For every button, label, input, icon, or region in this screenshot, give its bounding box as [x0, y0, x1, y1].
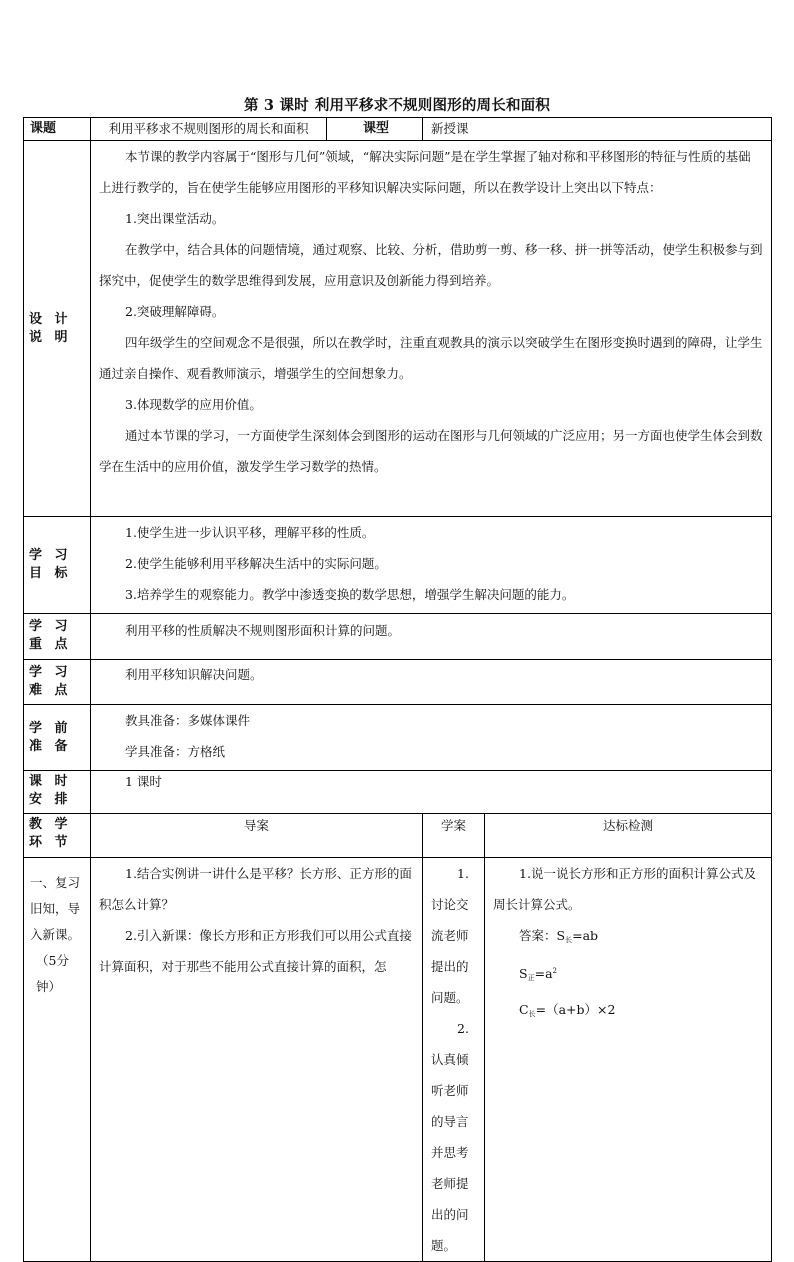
formula-sub-long: 长 [528, 1010, 536, 1019]
stages-header-row [24, 814, 772, 858]
difficulties-text: 利用平移知识解决问题。 [125, 667, 263, 682]
formula-sub-long: 长 [565, 936, 573, 944]
difficulties-label: 学 习 难 点 [24, 660, 91, 705]
goals-content [91, 517, 772, 614]
formula-perimeter-line [493, 994, 765, 1030]
step1-guide-item: 2.引入新课：像长方形和正方形我们可以用公式直接计算面积，对于那些不能用公式直接计算的面积，怎 [99, 928, 412, 974]
answer-prefix: 答案： [519, 928, 557, 943]
guide-column-header: 导案 [91, 814, 423, 858]
step1-guide-item: 1.结合实例讲一讲什么是平移？长方形、正方形的面积怎么计算？ [99, 866, 412, 912]
formula-perimeter: =（a+b）×2 [535, 1002, 616, 1018]
check-question: 1.说一说长方形和正方形的面积计算公式及周长计算公式。 [493, 866, 756, 912]
formula-s: S [556, 928, 566, 943]
design-content [91, 141, 772, 517]
preparation-item: 学具准备：方格纸 [125, 744, 226, 759]
formula-s: S [519, 966, 528, 982]
type-value: 新授课 [423, 118, 772, 141]
preparation-row [24, 705, 772, 771]
step1-label-line: 入新课。 [30, 927, 81, 942]
formula-c: C [519, 1002, 529, 1018]
goal-item: 1.使学生进一步认识平移，理解平移的性质。 [125, 525, 375, 540]
topic-value: 利用平移求不规则图形的周长和面积 [91, 118, 327, 141]
topic-row [24, 118, 772, 141]
step1-study-item: 2.认真倾听老师的导言并思考老师提出的问题。 [431, 1021, 469, 1253]
preparation-item: 教具准备：多媒体课件 [125, 713, 251, 728]
design-paragraph: 四年级学生的空间观念不是很强，所以在教学时，注重直观教具的演示以突破学生在图形变换时遇到的障碍，让学生通过亲自操作、观看教师演示，增强学生的空间想象力。 [99, 335, 763, 381]
page-title [0, 94, 794, 115]
difficulties-row [24, 660, 772, 705]
design-paragraph: 在教学中，结合具体的问题情境，通过观察、比较、分析，借助剪一剪、移一移、拼一拼等活动，使学生积极参与到探究中，促使学生的数学思维得到发展，应用意识及创新能力得到培养。 [99, 242, 763, 288]
lesson-plan-table [23, 117, 772, 1262]
preparation-content [91, 705, 772, 771]
stages-label: 教 学 环 节 [24, 814, 91, 858]
formula-sub-square: 正 [527, 974, 535, 983]
step1-row [24, 858, 772, 1262]
step1-check [485, 858, 772, 1262]
key-points-row [24, 614, 772, 660]
design-paragraph: 1.突出课堂活动。 [125, 211, 225, 226]
step1-study-item: 1.讨论交流老师提出的问题。 [431, 866, 469, 1005]
step1-label [24, 858, 91, 1262]
type-label: 课型 [327, 118, 423, 141]
preparation-label: 学 前 准 备 [24, 705, 91, 771]
check-column-header: 达标检测 [485, 814, 772, 858]
step1-label-line: 一、复习 [30, 875, 81, 890]
design-paragraph: 本节课的教学内容属于“图形与几何”领域，“解决实际问题”是在学生掌握了轴对称和平移图形的特征与性质的基础上进行教学的，旨在使学生能够应用图形的平移知识解决实际问题，所以在教学设计上突出以下特点： [99, 149, 751, 195]
check-answer-area [493, 920, 765, 956]
key-points-value [91, 614, 772, 660]
lesson-title: 利用平移求不规则图形的周长和面积 [314, 97, 551, 114]
key-points-text: 利用平移的性质解决不规则图形面积计算的问题。 [125, 623, 401, 638]
difficulties-value [91, 660, 772, 705]
schedule-value [91, 771, 772, 814]
formula-area-rect: =ab [572, 928, 599, 943]
key-points-label: 学 习 重 点 [24, 614, 91, 660]
study-column-header: 学案 [423, 814, 485, 858]
design-paragraph: 2.突破理解障碍。 [125, 304, 225, 319]
step1-label-line: （5分钟） [36, 953, 69, 994]
topic-label: 课题 [24, 118, 91, 141]
step1-label-line: 旧知，导 [30, 901, 81, 916]
goals-row [24, 517, 772, 614]
schedule-text: 1 课时 [125, 774, 162, 789]
goal-item: 3.培养学生的观察能力。教学中渗透变换的数学思想，增强学生解决问题的能力。 [125, 587, 575, 602]
formula-exponent: 2 [552, 967, 557, 975]
schedule-label: 课 时 安 排 [24, 771, 91, 814]
design-row [24, 141, 772, 517]
step1-study [423, 858, 485, 1262]
step1-guide [91, 858, 423, 1262]
goal-item: 2.使学生能够利用平移解决生活中的实际问题。 [125, 556, 387, 571]
design-label: 设 计 说 明 [24, 141, 91, 517]
design-paragraph: 3.体现数学的应用价值。 [125, 397, 262, 412]
lesson-number: 第 3 课时 [243, 97, 309, 114]
formula-area-square: =a [534, 966, 553, 982]
formula-area-square-line [493, 956, 765, 994]
design-paragraph: 通过本节课的学习，一方面使学生深刻体会到图形的运动在图形与几何领域的广泛应用；另一方面也使学生体会到数学在生活中的应用价值，激发学生学习数学的热情。 [99, 428, 763, 474]
goals-label: 学 习 目 标 [24, 517, 91, 614]
schedule-row [24, 771, 772, 814]
